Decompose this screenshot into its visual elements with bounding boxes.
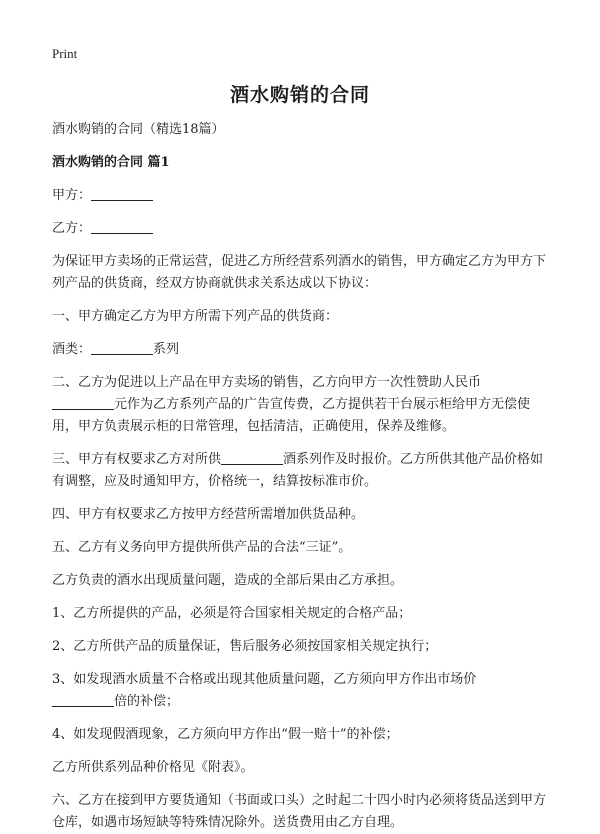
party-a-label: 甲方：	[52, 188, 92, 203]
clause-5: 五、乙方有义务向甲方提供所供产品的合法“三证”。	[52, 540, 352, 555]
party-b-blank	[91, 219, 153, 234]
document-title: 酒水购销的合同	[229, 84, 370, 106]
party-b-line	[52, 218, 552, 240]
clause-2-amount-blank	[52, 395, 114, 410]
liquor-type-blank	[91, 340, 153, 355]
responsibility-line: 乙方负责的酒水出现质量问题，造成的全部后果由乙方承担。	[52, 573, 404, 588]
clause-4: 四、甲方有权要求乙方按甲方经营所需增加供货品种。	[52, 507, 365, 522]
party-b-label: 乙方：	[52, 221, 92, 236]
clause-3-suffix: 酒系列作及时报价。乙方所供其他产品价格如有调整，应及时通知甲方，价格统一，结算按标准市价。	[52, 452, 544, 489]
item-3-blank	[52, 692, 114, 707]
clause-2-line1: 二、乙方为促进以上产品在甲方卖场的销售，乙方向甲方一次性赞助人民币	[52, 375, 482, 390]
item-3-line1: 3、如发现酒水质量不合格或出现其他质量问题，乙方须向甲方作出市场价	[52, 672, 477, 687]
item-2: 2、乙方所供产品的质量保证，售后服务必须按国家相关规定执行；	[52, 639, 438, 654]
print-link[interactable]: Print	[52, 46, 78, 61]
party-a-blank	[91, 186, 153, 201]
liquor-type-prefix: 酒类：	[52, 342, 92, 357]
clause-3-blank	[221, 450, 283, 465]
clause-6: 六、乙方在接到甲方要货通知（书面或口头）之时起二十四小时内必须将货品送到甲方仓库，如遇市场短缺等特殊情况除外。送货费用由乙方自理。	[52, 793, 547, 830]
clause-3	[52, 449, 552, 493]
party-a-line	[52, 185, 552, 207]
item-3	[52, 669, 552, 713]
clause-1: 一、甲方确定乙方为甲方所需下列产品的供货商：	[52, 309, 339, 324]
liquor-type-line	[52, 339, 552, 361]
item-4: 4、如发现假酒现象，乙方须向甲方作出“假一赔十”的补偿；	[52, 727, 399, 742]
clause-3-prefix: 三、甲方有权要求乙方对所供	[52, 452, 222, 467]
section-heading: 酒水购销的合同 篇1	[52, 155, 170, 170]
document-subtitle: 酒水购销的合同（精选18篇）	[52, 122, 225, 137]
liquor-type-suffix: 系列	[153, 342, 180, 357]
item-1: 1、乙方所提供的产品，必须是符合国家相关规定的合格产品；	[52, 606, 412, 621]
intro-paragraph: 为保证甲方卖场的正常运营，促进乙方所经营系列酒水的销售，甲方确定乙方为甲方下列产品的供货商，经双方协商就供求关系达成以下协议：	[52, 254, 547, 291]
price-list-line: 乙方所供系列品种价格见《附表》。	[52, 760, 254, 775]
clause-2	[52, 372, 552, 438]
clause-2-line2: 元作为乙方系列产品的广告宣传费，乙方提供若干台展示柜给甲方无偿使用，甲方负责展示柜的日常管理，包括清洁，正确使用，保养及维修。	[52, 397, 531, 434]
item-3-line2: 倍的补偿；	[114, 694, 180, 709]
document-body	[52, 119, 552, 834]
